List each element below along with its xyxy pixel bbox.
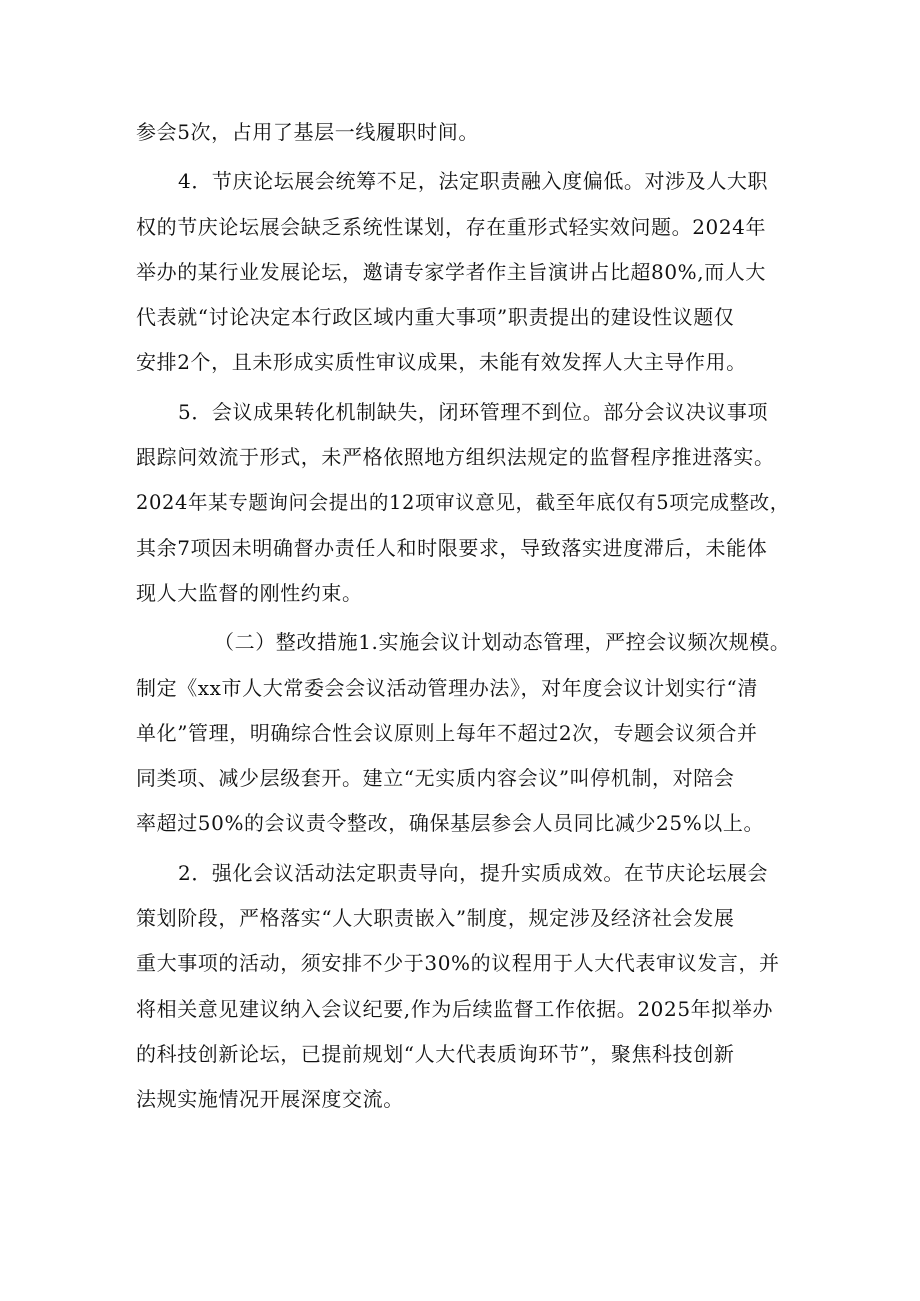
paragraph-4 (136, 159, 796, 385)
text-line: 其余7项因未明确督办责任人和时限要求，导致落实进度滞后，未能体 (136, 535, 768, 560)
text-line: 的科技创新论坛，已提前规划“人大代表质询环节”，聚焦科技创新 (136, 1041, 735, 1066)
paragraph-3-tail (136, 110, 796, 155)
section-rectification-measures (136, 620, 796, 846)
text-line: 同类项、减少层级套开。建立“无实质内容会议”叫停机制，对陪会 (136, 766, 735, 791)
text-line: 代表就“讨论决定本行政区域内重大事项”职责提出的建设性议题仅 (136, 305, 735, 330)
text-line: 2．强化会议活动法定职责导向，提升实质成效。在节庆论坛展会 (178, 860, 769, 885)
text-line: 策划阶段，严格落实“人大职责嵌入”制度，规定涉及经济社会发展 (136, 906, 735, 931)
text-line: 2024年某专题询问会提出的12项审议意见，截至年底仅有5项完成整改， (136, 491, 790, 515)
text-line: （二）整改措施1.实施会议计划动态管理，严控会议频次规模。 (214, 630, 791, 655)
paragraph-5 (136, 390, 796, 616)
text-line: 权的节庆论坛展会缺乏系统性谋划，存在重形式轻实效问题。2024年 (136, 214, 767, 239)
text-line: 率超过50%的会议责令整改，确保基层参会人员同比减少25%以上。 (136, 811, 765, 836)
text-line: 单化”管理，明确综合性会议原则上每年不超过2次，专题会议须合并 (136, 720, 758, 745)
text-line: 参会5次，占用了基层一线履职时间。 (136, 120, 479, 144)
text-line: 制定《xx市人大常委会会议活动管理办法》，对年度会议计划实行“清 (136, 675, 758, 700)
text-line: 重大事项的活动，须安排不少于30%的议程用于人大代表审议发言，并 (136, 951, 780, 976)
text-line: 4．节庆论坛展会统筹不足，法定职责融入度偏低。对涉及人大职 (178, 169, 769, 194)
text-line: 5．会议成果转化机制缺失，闭环管理不到位。部分会议决议事项 (178, 399, 769, 424)
text-line: 现人大监督的刚性约束。 (136, 580, 363, 605)
text-line: 跟踪问效流于形式，未严格依照地方组织法规定的监督程序推进落实。 (136, 445, 775, 470)
text-line: 安排2个，且未形成实质性审议成果，未能有效发挥人大主导作用。 (136, 350, 747, 375)
text-line: 举办的某行业发展论坛，邀请专家学者作主旨演讲占比超80%,而人大 (136, 259, 767, 284)
text-line: 法规实施情况开展深度交流。 (136, 1087, 404, 1112)
document-body (136, 110, 796, 1127)
text-line: 将相关意见建议纳入会议纪要,作为后续监督工作依据。2025年拟举办 (136, 996, 774, 1021)
measure-2 (136, 851, 796, 1123)
